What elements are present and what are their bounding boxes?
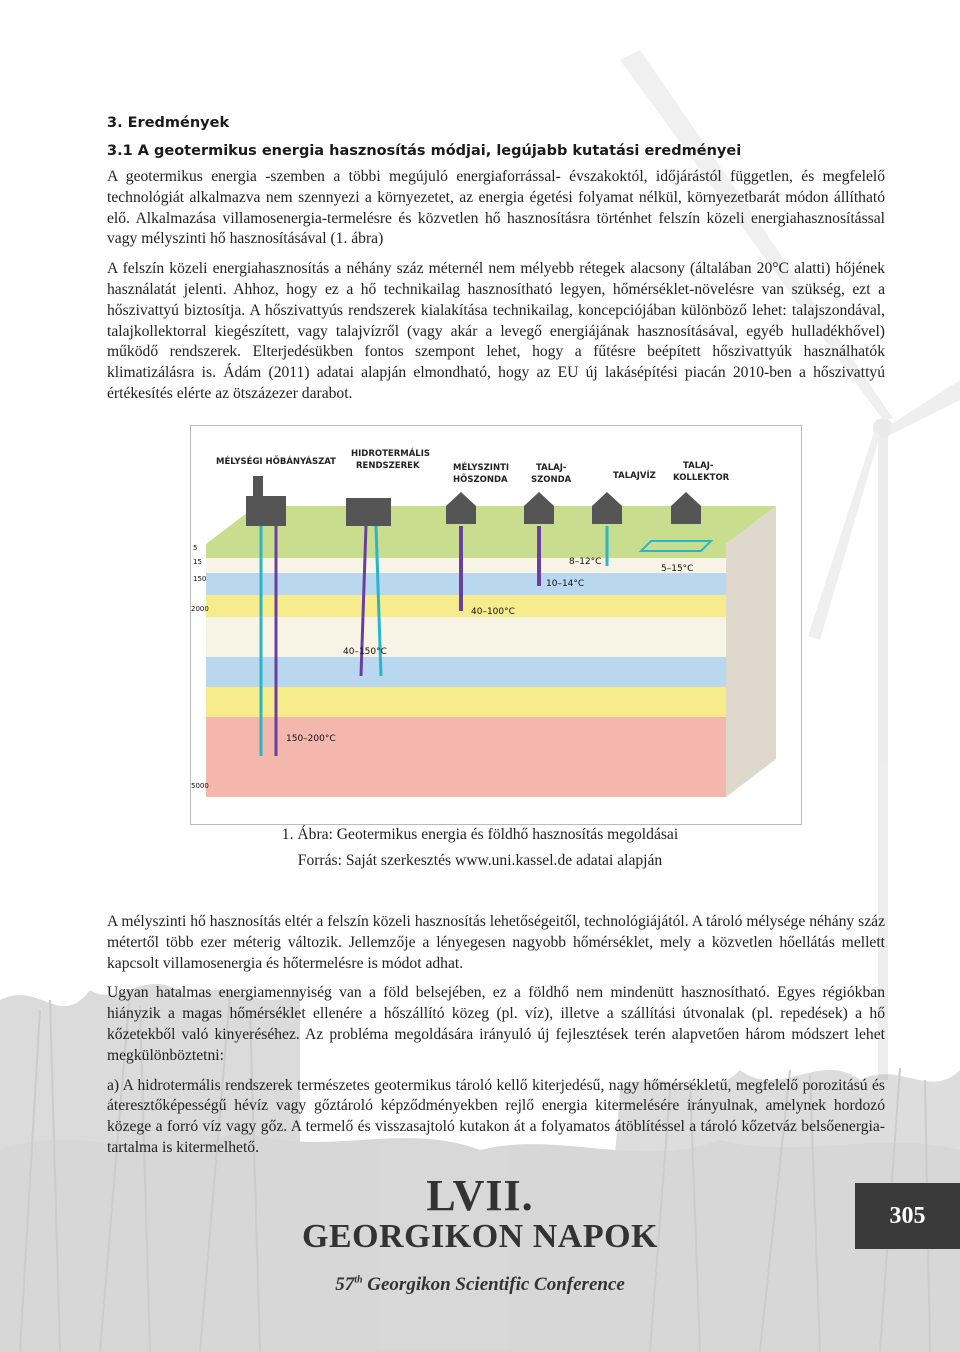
paragraph: a) A hidrotermális rendszerek természetes geotermikus tároló kellő kiterjedésű, nagy hőmérsékletű, megfelelő porozitású és áteresztőképességű hévíz vagy gőztároló képződményekben rejlő energia kitermelésére irányulnak, amelynek hordozó közege a forró víz vagy gőz. A termelő és visszasajtoló kutakon át a folyamatos átöblítéssel a tároló kőzetváz belsőenergia-tartalma is kitermelhető. — [107, 1076, 885, 1156]
footer-conference-number: 57 — [335, 1274, 355, 1295]
house-icon — [592, 492, 622, 524]
figure-caption: 1. Ábra: Geotermikus energia és földhő hasznosítás megoldásai — [281, 826, 679, 843]
temp-label: 40–100°C — [471, 607, 515, 617]
depth-label: 5 — [193, 544, 198, 552]
temp-label: 8–12°C — [569, 557, 602, 567]
block-side — [726, 506, 776, 797]
paragraph: Ugyan hatalmas energiamennyiség van a föld belsejében, ez a földhő nem mindenütt hasznosítható. Egyes régiókban hiányzik a magas hőmérséklet ellenére a hőszállító közeg (pl. víz), illetve a szállítási útvonalak (pl. repedések) a hő kőzetekből való kinyeréséhez. Az probléma megoldására irányuló új fejlesztések terén alapvetően három módszert lehet megkülönböztetni: — [107, 984, 885, 1064]
factory-icon — [346, 498, 391, 526]
house-icon — [524, 492, 554, 524]
footer-conference-suffix: th — [354, 1274, 363, 1286]
layer-blue-2 — [206, 657, 726, 687]
layer-yellow — [206, 595, 726, 617]
section-heading: 3. Eredmények — [107, 115, 230, 131]
house-icon — [671, 492, 701, 524]
depth-label: 150 — [193, 575, 207, 583]
layer-blue — [206, 573, 726, 595]
label-deep-mining: MÉLYSÉGI HŐBÁNYÁSZAT — [216, 457, 336, 467]
geothermal-diagram — [191, 426, 801, 824]
footer-event-title: GEORGIKON NAPOK — [301, 1218, 659, 1255]
main-text-top — [107, 115, 885, 414]
page-number: 305 — [855, 1183, 960, 1249]
label-collector-2: KOLLEKTOR — [673, 473, 730, 483]
chimney-icon — [253, 476, 263, 496]
label-collector-1: TALAJ- — [683, 461, 714, 471]
layer-white — [206, 558, 726, 573]
main-text-bottom — [107, 912, 885, 1168]
depth-label: 15 — [193, 558, 202, 566]
layer-yellow-2 — [206, 687, 726, 717]
power-plant-icon — [246, 496, 286, 526]
label-groundwater: TALAJVÍZ — [613, 471, 656, 481]
label-deep-probe-2: HŐSZONDA — [453, 475, 508, 485]
paragraph: A mélyszinti hő hasznosítás eltér a felszín közeli hasznosítás lehetőségeitől, technológiájától. A tároló mélysége néhány száz métertől több ezer méterig változik. Jellemzője a lényegesen nagyobb hőmérséklet, mely a közvetlen hőellátás mellett kapcsolt villamosenergia és hőtermelésre is módot adhat. — [107, 913, 885, 972]
house-icon — [446, 492, 476, 524]
footer-conference — [0, 1274, 960, 1296]
paragraph: A geotermikus energia -szemben a többi megújuló energiaforrással- évszakoktól, időjárástól független, és megfelelő technológiát alkalmazva nem szennyezi a környezetet, az energia égetési folyamat nélkül, környezetbarát módon állítható elő. Alkalmazása villamosenergia-termelésre és közvetlen hő hasznosításra történhet felszín közeli energiahasznosítással vagy mélyszinti hő hasznosításával (1. ábra) — [107, 168, 885, 248]
subsection-heading: 3.1 A geotermikus energia hasznosítás módjai, legújabb kutatási eredményei — [107, 143, 742, 159]
label-soil-probe-2: SZONDA — [531, 475, 572, 485]
layer-pink — [206, 717, 726, 797]
temp-label: 5–15°C — [661, 564, 694, 574]
soil-layers — [206, 506, 776, 797]
label-hydrothermal-2: RENDSZEREK — [356, 461, 420, 471]
paragraph: A felszín közeli energiahasznosítás a néhány száz méternél nem mélyebb rétegek alacsony (általában 20°C alatti) hőjének használatát jelenti. Ahhoz, hogy ez a hő technikailag hasznosítható legyen, hőmérséklet-növelésre van szükség, ezt a hőszivattyú biztosítja. A hőszivattyús rendszerek kialakítása technikailag, koncepciójában különböző lehet: talajszondával, talajkollektorral kiegészített, vagy talajvízről (vagy akár a levegő energiájának hasznosításával, egyéb hulladékhővel) működő rendszerek. Elterjedésükben fontos szempont lehet, hogy a fűtésre beépített hőszivattyúk használhatók klimatizálásra is. Ádám (2011) adatai alapján elmondható, hogy az EU új lakásépítési piacán 2010-ben a hőszivattyú értékesítés elérte az ötszázezer darabot. — [107, 260, 885, 402]
label-deep-probe-1: MÉLYSZINTI — [453, 463, 510, 473]
temp-label: 40–150°C — [343, 647, 387, 657]
footer-roman-numeral: LVII. — [426, 1171, 534, 1220]
layer-white-2 — [206, 617, 726, 657]
geothermal-figure — [190, 425, 802, 825]
depth-label: 2000 — [191, 605, 209, 613]
figure-source: Forrás: Saját szerkesztés www.uni.kassel.de adatai alapján — [297, 852, 663, 869]
temp-label: 10–14°C — [546, 579, 585, 589]
label-hydrothermal-1: HIDROTERMÁLIS — [351, 449, 430, 459]
footer-conference-name: Georgikon Scientific Conference — [362, 1274, 625, 1295]
label-soil-probe-1: TALAJ- — [536, 463, 567, 473]
depth-label: 5000 — [191, 782, 209, 790]
temp-label: 150–200°C — [286, 734, 336, 744]
